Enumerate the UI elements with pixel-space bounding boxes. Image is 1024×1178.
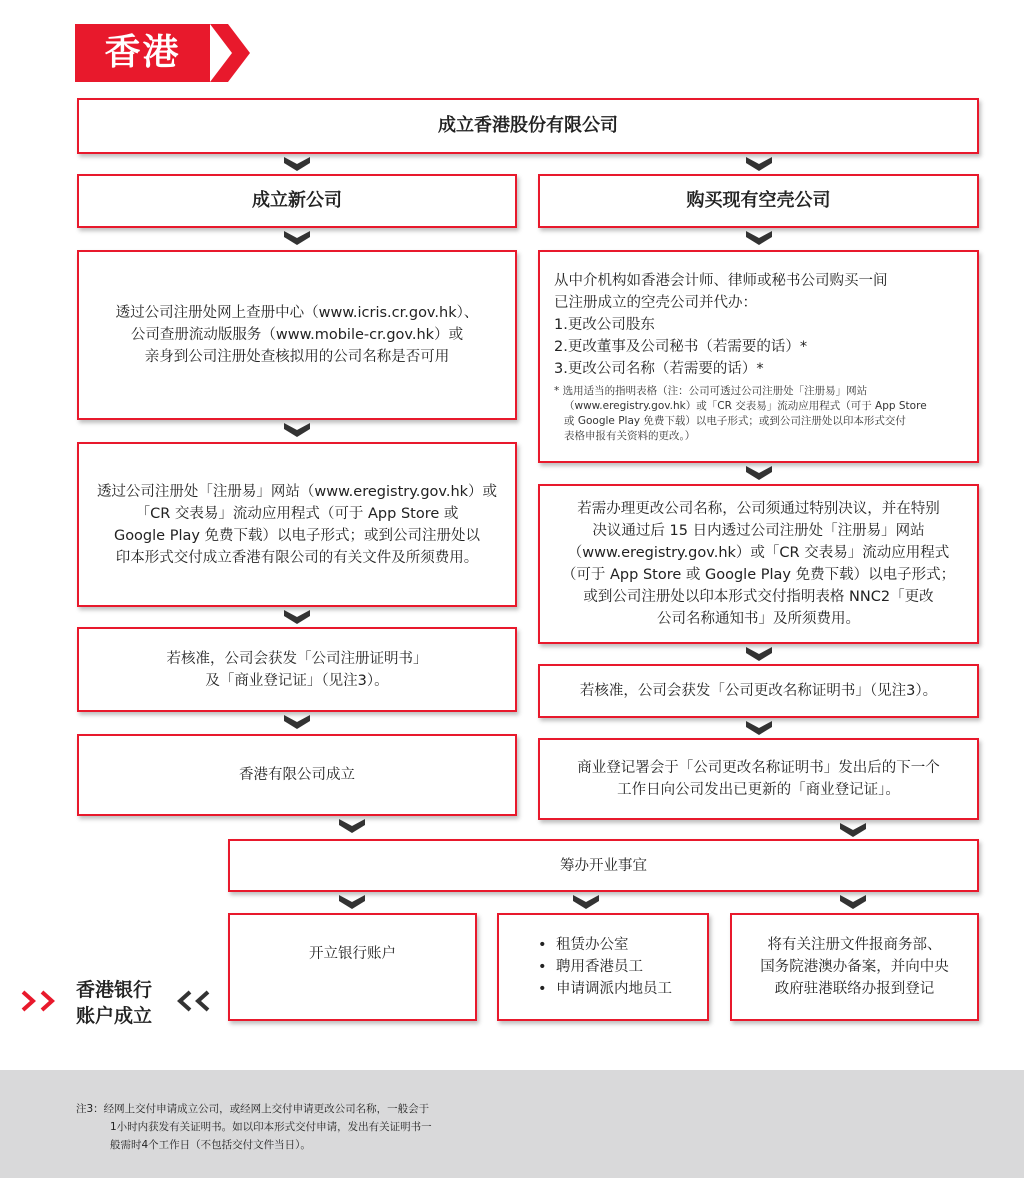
footnote-line: 注3：经网上交付申请成立公司，或经网上交付申请更改公司名称，一般会于 xyxy=(76,1103,430,1115)
left-step2-line: 透过公司注册处「注册易」网站（www.eregistry.gov.hk）或 xyxy=(96,483,498,500)
footnote-line: 般需时4个工作日（不包括交付文件当日）。 xyxy=(110,1139,311,1151)
left-step1-line: 透过公司注册处网上查册中心（www.icris.cr.gov.hk）、 xyxy=(115,305,479,321)
bottom-box-bank xyxy=(228,913,477,1021)
double-chevron-left-icon xyxy=(176,989,216,1013)
chevron-down-icon xyxy=(338,893,366,911)
note-line: * 选用适当的指明表格（注：公司可透过公司注册处「注册易」网站 xyxy=(554,384,868,397)
task-list xyxy=(534,934,672,1000)
left-step3-line: 及「商业登记证」（见注3）。 xyxy=(205,672,389,689)
report-line: 将有关注册文件报商务部、 xyxy=(767,937,942,953)
right-step2-line: 或到公司注册处以印本形式交付指明表格 NNC2「更改 xyxy=(583,589,934,605)
note-line: 或 Google Play 免费下载）以电子形式；或到公司注册处以印本形式交付 xyxy=(564,414,906,427)
chevron-down-icon xyxy=(745,464,773,482)
report-line: 政府驻港联络办报到登记 xyxy=(774,981,935,997)
right-step1-line: 2.更改董事及公司秘书（若需要的话）* xyxy=(554,338,808,355)
right-step2-line: （www.eregistry.gov.hk）或「CR 交表易」流动应用程式 xyxy=(567,545,950,561)
chevron-down-icon xyxy=(745,645,773,663)
report-line: 国务院港澳办备案，并向中央 xyxy=(760,959,949,975)
right-step2-line: 公司名称通知书」及所须费用。 xyxy=(657,611,860,627)
left-step2-line: 印本形式交付成立香港有限公司的有关文件及所须费用。 xyxy=(115,549,479,566)
right-step1-line: 1.更改公司股东 xyxy=(554,316,655,333)
bank-label-line: 账户成立 xyxy=(76,1005,153,1027)
chevron-down-icon xyxy=(283,608,311,626)
chevron-down-icon xyxy=(839,821,867,839)
bottom-bank-text: 开立银行账户 xyxy=(309,946,396,962)
right-step3-text: 若核准，公司会获发「公司更改名称证明书」（见注3）。 xyxy=(579,683,938,699)
right-step2-line: （可于 App Store 或 Google Play 免费下载）以电子形式； xyxy=(561,567,956,583)
chevron-down-icon xyxy=(283,713,311,731)
flow-title-box xyxy=(77,98,979,154)
right-step-change-name xyxy=(538,484,979,644)
bottom-box-report xyxy=(730,913,979,1021)
footnote-line: 1小时内获发有关证明书。如以印本形式交付申请，发出有关证明书一 xyxy=(110,1121,432,1133)
merge-box-text: 筹办开业事宜 xyxy=(560,857,647,874)
task-item: • 聘用香港员工 xyxy=(534,956,672,978)
right-step-approval xyxy=(538,664,979,718)
chevron-down-icon xyxy=(572,893,600,911)
right-step-br-update xyxy=(538,738,979,820)
left-step1-line: 亲身到公司注册处查核拟用的公司名称是否可用 xyxy=(144,349,450,365)
left-header: 成立新公司 xyxy=(252,190,342,211)
bank-account-text xyxy=(76,977,152,1029)
banner-chevron-icon xyxy=(210,24,254,82)
right-step1-line: 从中介机构如香港会计师、律师或秘书公司购买一间 xyxy=(554,272,888,289)
task-item: • 租赁办公室 xyxy=(534,934,672,956)
chevron-down-icon xyxy=(338,817,366,835)
merge-box-prepare-business xyxy=(228,839,979,892)
right-step1-line: 已注册成立的空壳公司并代办： xyxy=(554,294,757,311)
chevron-down-icon xyxy=(745,719,773,737)
right-header-box xyxy=(538,174,979,228)
chevron-down-icon xyxy=(283,421,311,439)
left-step2-line: Google Play 免费下载）以电子形式；或到公司注册处以 xyxy=(113,527,481,544)
region-banner xyxy=(75,24,253,82)
left-header-box xyxy=(77,174,517,228)
right-step2-line: 决议通过后 15 日内透过公司注册处「注册易」网站 xyxy=(592,523,925,539)
right-step4-line: 商业登记署会于「公司更改名称证明书」发出后的下一个 xyxy=(577,760,940,776)
banner-title: 香港 xyxy=(104,32,181,73)
left-step-established xyxy=(77,734,517,816)
left-step-check-name xyxy=(77,250,517,420)
chevron-down-icon xyxy=(745,155,773,173)
note-line: （www.eregistry.gov.hk）或「CR 交表易」流动应用程式（可于 App Store xyxy=(564,399,927,412)
right-step1-line: 3.更改公司名称（若需要的话）* xyxy=(554,360,764,377)
chevron-down-icon xyxy=(745,229,773,247)
flow-title: 成立香港股份有限公司 xyxy=(438,115,618,136)
footnote-text xyxy=(76,1100,432,1154)
right-step1-note xyxy=(554,384,927,444)
bank-account-label xyxy=(20,975,220,1035)
left-step2-line: 「CR 交表易」流动应用程式（可于 App Store 或 xyxy=(135,505,459,522)
task-item: • 申请调派内地员工 xyxy=(534,978,672,1000)
left-step-submit-docs xyxy=(77,442,517,607)
double-chevron-right-icon xyxy=(20,989,64,1013)
right-step-buy-shell xyxy=(538,250,979,463)
footnote-area xyxy=(0,1070,1024,1178)
chevron-down-icon xyxy=(839,893,867,911)
left-step-approval xyxy=(77,627,517,712)
chevron-down-icon xyxy=(283,155,311,173)
right-step4-line: 工作日向公司发出已更新的「商业登记证」。 xyxy=(617,782,900,798)
bank-label-line: 香港银行 xyxy=(76,979,153,1001)
left-step3-line: 若核准，公司会获发「公司注册证明书」 xyxy=(166,650,428,667)
right-step2-line: 若需办理更改公司名称，公司须通过特别决议，并在特别 xyxy=(577,501,940,517)
left-step4-text: 香港有限公司成立 xyxy=(239,767,355,783)
note-line: 表格申报有关资料的更改。） xyxy=(564,429,696,442)
chevron-down-icon xyxy=(283,229,311,247)
right-header: 购买现有空壳公司 xyxy=(686,190,831,211)
bottom-box-tasks xyxy=(497,913,709,1021)
left-step1-line: 公司查册流动版服务（www.mobile-cr.gov.hk）或 xyxy=(130,327,464,343)
